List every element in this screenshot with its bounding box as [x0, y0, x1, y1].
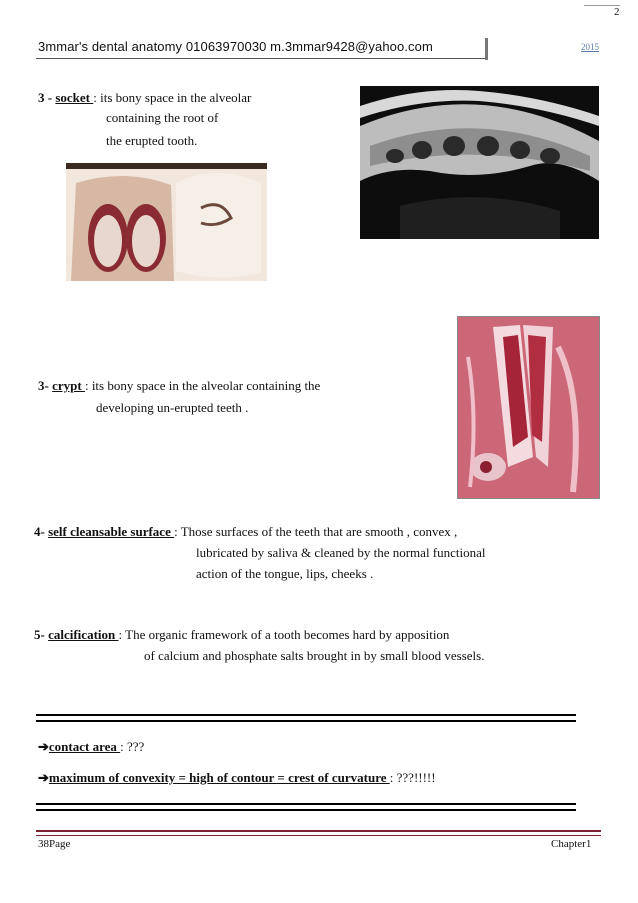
- self-cleansable-line-3: action of the tongue, lips, cheeks .: [196, 566, 374, 581]
- self-cleansable-term: self cleansable surface: [48, 524, 175, 539]
- header-year: 2015: [581, 42, 599, 52]
- socket-line-2: containing the root of: [106, 110, 219, 125]
- crypt-text-1: : its bony space in the alveolar containing the: [84, 378, 321, 393]
- calcification-term: calcification: [48, 627, 119, 642]
- socket-line-1: [38, 88, 251, 107]
- max-convexity-term: maximum of convexity = high of contour = crest of curvature: [48, 770, 390, 785]
- tooth-socket-section-photo: [66, 163, 267, 281]
- header-underline: [36, 58, 486, 59]
- contact-area-line: [38, 737, 144, 756]
- self-cleansable-number: 4-: [34, 524, 49, 539]
- calcification-line-2: of calcium and phosphate salts brought in by small blood vessels.: [144, 648, 485, 663]
- footer-page-label: 38Page: [38, 838, 71, 850]
- crypt-line-2: developing un-erupted teeth .: [96, 400, 249, 415]
- header-side-bar: [485, 38, 488, 60]
- contact-area-text: : ???: [120, 739, 145, 754]
- section-divider-bottom: [36, 803, 576, 811]
- header-title: 3mmar's dental anatomy 01063970030 m.3mmar9428@yahoo.com: [38, 39, 433, 54]
- crypt-term: crypt: [52, 378, 85, 393]
- calcification-line-1: [34, 625, 449, 644]
- calcification-text-1: : The organic framework of a tooth becomes hard by apposition: [118, 627, 450, 642]
- max-convexity-line: [38, 768, 436, 787]
- socket-number: 3 -: [38, 90, 56, 105]
- section-divider-top: [36, 714, 576, 722]
- footer-chapter-label: Chapter1: [551, 838, 592, 850]
- contact-area-term: contact area: [48, 739, 121, 754]
- socket-text-1: : its bony space in the alveolar: [93, 90, 252, 105]
- alveolar-bone-photo: [360, 86, 599, 239]
- self-cleansable-text-1: : Those surfaces of the teeth that are smooth , convex ,: [174, 524, 458, 539]
- page-number: 2: [614, 6, 620, 18]
- developing-tooth-histology-photo: [457, 316, 600, 499]
- max-convexity-text: : ???!!!!!: [389, 770, 436, 785]
- self-cleansable-line-2: lubricated by saliva & cleaned by the normal functional: [196, 545, 486, 560]
- socket-term: socket: [55, 90, 94, 105]
- footer-rule: [36, 830, 601, 836]
- arrow-icon: ➔: [38, 739, 49, 754]
- calcification-number: 5-: [34, 627, 49, 642]
- socket-line-3: the erupted tooth.: [106, 133, 198, 148]
- crypt-number: 3-: [38, 378, 53, 393]
- crypt-line-1: [38, 376, 320, 395]
- arrow-icon: ➔: [38, 770, 49, 785]
- self-cleansable-line-1: [34, 522, 457, 541]
